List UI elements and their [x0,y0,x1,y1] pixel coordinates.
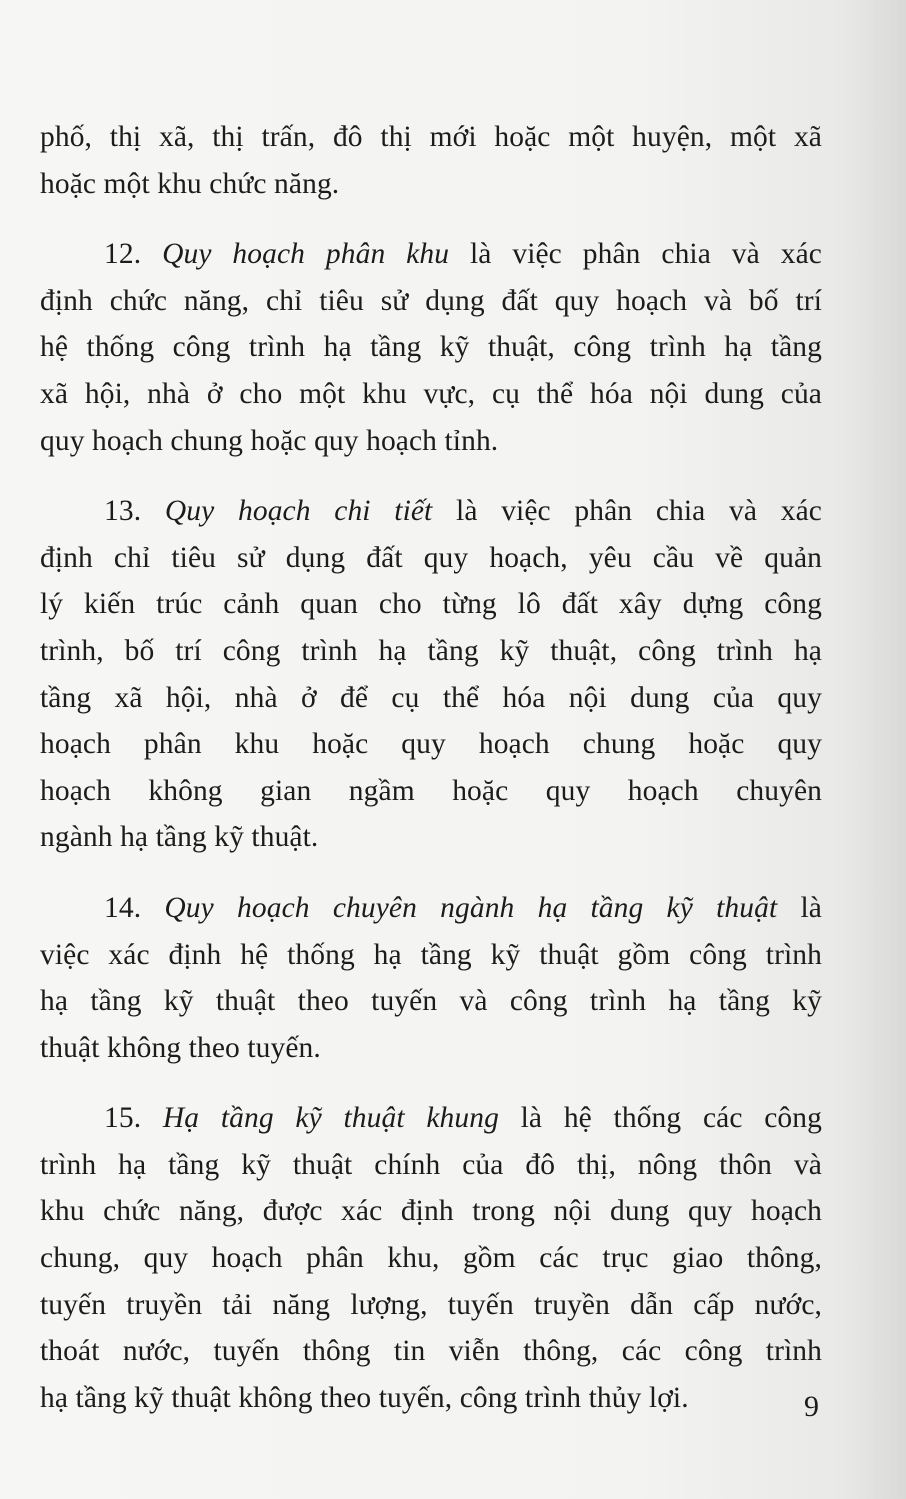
definition-number: 12. [104,238,142,271]
text-line: định chỉ tiêu sử dụng đất quy hoạch, yêu cầu về quản [40,541,822,574]
text-line: hệ thống công trình hạ tầng kỹ thuật, công trình hạ tầng [40,331,822,364]
text-line: hoạch phân khu hoặc quy hoạch chung hoặc quy [40,728,822,761]
text-line: việc xác định hệ thống hạ tầng kỹ thuật gồm công trình [40,938,822,971]
definition-13 [40,488,822,861]
defined-term: Quy hoạch chi tiết [164,495,433,528]
page-number: 9 [804,1390,819,1423]
text-line: xã hội, nhà ở cho một khu vực, cụ thể hóa nội dung của [40,377,822,410]
defined-term: Quy hoạch chuyên ngành hạ tầng kỹ thuật [164,891,778,924]
definition-text: là [800,891,822,924]
definition-first-line [40,231,822,278]
text-line: phố, thị xã, thị trấn, đô thị mới hoặc một huyện, một xã [40,121,822,153]
text-line: tuyến truyền tải năng lượng, tuyến truyền dẫn cấp nước, [40,1288,822,1321]
definition-number: 15. [104,1102,142,1135]
text-line: hoặc một khu chức năng. [40,167,340,200]
text-line: trình, bố trí công trình hạ tầng kỹ thuật, công trình hạ [40,634,822,667]
defined-term: Hạ tầng kỹ thuật khung [162,1102,499,1135]
definition-first-line [40,488,822,535]
definition-first-line [40,885,822,932]
definition-text: là hệ thống các công [520,1102,822,1135]
text-line: hoạch không gian ngầm hoặc quy hoạch chuyên [40,774,822,807]
text-line: hạ tầng kỹ thuật theo tuyến và công trình hạ tầng kỹ [40,985,822,1018]
definition-12 [40,231,822,464]
text-line: hạ tầng kỹ thuật không theo tuyến, công trình thủy lợi. [40,1381,689,1414]
text-line: ngành hạ tầng kỹ thuật. [40,821,319,854]
text-line: chung, quy hoạch phân khu, gồm các trục giao thông, [40,1242,822,1275]
definition-15 [40,1095,822,1421]
text-line: thoát nước, tuyến thông tin viễn thông, các công trình [40,1335,822,1368]
body-text [40,114,822,1421]
definition-number: 13. [104,495,142,528]
defined-term: Quy hoạch phân khu [162,238,450,271]
text-line: quy hoạch chung hoặc quy hoạch tỉnh. [40,424,499,457]
text-line: tầng xã hội, nhà ở để cụ thể hóa nội dung của quy [40,681,822,714]
paragraph-continuation [40,114,822,207]
text-line: khu chức năng, được xác định trong nội dung quy hoạch [40,1195,822,1228]
text-line: lý kiến trúc cảnh quan cho từng lô đất xây dựng công [40,588,822,621]
definition-first-line [40,1095,822,1142]
text-line: trình hạ tầng kỹ thuật chính của đô thị, nông thôn và [40,1148,822,1181]
definition-14 [40,885,822,1071]
text-line: thuật không theo tuyến. [40,1031,321,1064]
definition-text: là việc phân chia và xác [469,238,822,271]
definition-number: 14. [104,891,142,924]
text-line: định chức năng, chỉ tiêu sử dụng đất quy hoạch và bố trí [40,284,822,317]
definition-text: là việc phân chia và xác [456,495,822,528]
